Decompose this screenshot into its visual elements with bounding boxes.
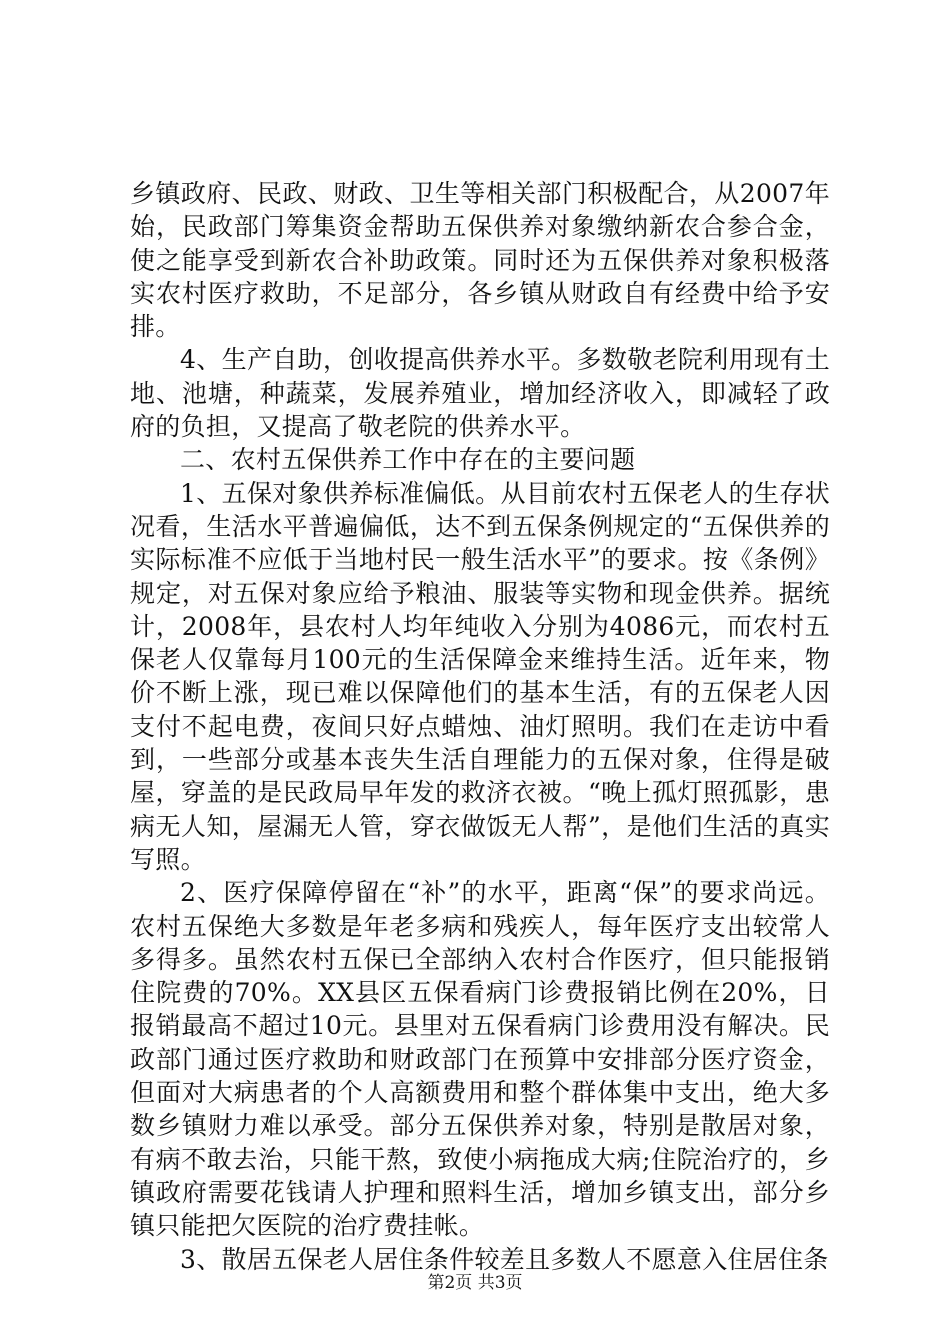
document-body [130, 177, 830, 1276]
paragraph-problem-2: 2、医疗保障停留在“补”的水平，距离“保”的要求尚远。农村五保绝大多数是年老多病和残疾人，每年医疗支出较常人多得多。虽然农村五保已全部纳入农村合作医疗，但只能报销住院费的70%。XX县区五保看病门诊费报销比例在20%，日报销最高不超过10元。县里对五保看病门诊费用没有解决。民政部门通过医疗救助和财政部门在预算中安排部分医疗资金，但面对大病患者的个人高额费用和整个群体集中支出，绝大多数乡镇财力难以承受。部分五保供养对象，特别是散居对象，有病不敢去治，只能干熬，致使小病拖成大病;住院治疗的，乡镇政府需要花钱请人护理和照料生活，增加乡镇支出，部分乡镇只能把欠医院的治疗费挂帐。 [130, 878, 830, 1241]
page-footer [0, 1273, 950, 1293]
section-heading-problems: 二、农村五保供养工作中存在的主要问题 [180, 445, 636, 475]
paragraph-continuation: 乡镇政府、民政、财政、卫生等相关部门积极配合，从2007年始，民政部门筹集资金帮助五保供养对象缴纳新农合参合金，使之能享受到新农合补助政策。同时还为五保供养对象积极落实农村医疗救助，不足部分，各乡镇从财政自有经费中给予安排。 [130, 179, 830, 342]
paragraph-problem-1: 1、五保对象供养标准偏低。从目前农村五保老人的生存状况看，生活水平普遍偏低，达不到五保条例规定的“五保供养的实际标准不应低于当地村民一般生活水平”的要求。按《条例》规定，对五保对象应给予粮油、服装等实物和现金供养。据统计，2008年，县农村人均年纯收入分别为4086元，而农村五保老人仅靠每月100元的生活保障金来维持生活。近年来，物价不断上涨，现已难以保障他们的基本生活，有的五保老人因支付不起电费，夜间只好点蜡烛、油灯照明。我们在走访中看到，一些部分或基本丧失生活自理能力的五保对象，住得是破屋，穿盖的是民政局早年发的救济衣被。“晚上孤灯照孤影，患病无人知，屋漏无人管，穿衣做饭无人帮”，是他们生活的真实写照。 [130, 478, 830, 874]
paragraph-item-4: 4、生产自助，创收提高供养水平。多数敬老院利用现有土地、池塘，种蔬菜，发展养殖业，增加经济收入，即减轻了政府的负担，又提高了敬老院的供养水平。 [130, 345, 830, 442]
paragraph-problem-3: 3、散居五保老人居住条件较差且多数人不愿意入住居住条 [180, 1244, 829, 1274]
page-number-label: 第2页 共3页 [427, 1273, 523, 1293]
